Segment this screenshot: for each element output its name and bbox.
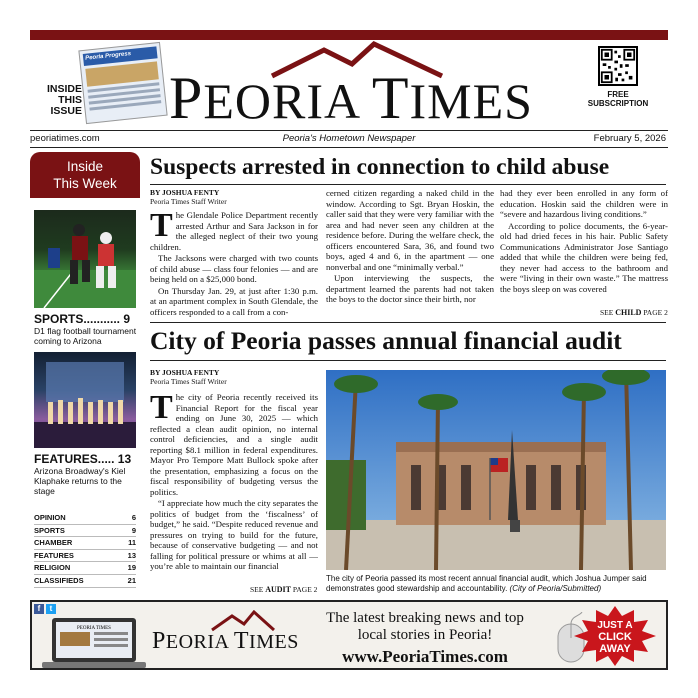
site-link[interactable]: peoriatimes.com [30, 133, 100, 144]
features-heading[interactable]: FEATURES..... 13 [34, 452, 132, 466]
facebook-icon[interactable]: f [34, 604, 44, 614]
story2-jump-link[interactable]: SEE AUDIT PAGE 2 [250, 585, 318, 594]
masthead [30, 40, 668, 131]
thumbnail-title: Peoria Progress [83, 46, 158, 66]
features-photo[interactable] [34, 352, 136, 448]
free-subscription-label[interactable]: FREE SUBSCRIPTION [587, 90, 649, 108]
photo-caption: The city of Peoria passed its most recent annual financial audit, which Joshua Jumper said demonstrates good stewardship and accountability. (City of Peoria/Submitted) [326, 574, 647, 593]
svg-text:JUST A: JUST A [597, 620, 633, 631]
football-players-image [34, 210, 136, 308]
inside-issue-thumbnail[interactable] [78, 42, 167, 124]
ad-website-link[interactable]: www.PeoriaTimes.com [342, 647, 508, 666]
city-hall-image [326, 370, 666, 570]
qr-code-icon[interactable] [598, 46, 638, 86]
newspaper-logo[interactable]: PEORIA TIMES [169, 65, 533, 131]
inside-this-issue-label: INSIDE THIS ISSUE [46, 83, 82, 117]
index-row-classifieds[interactable]: CLASSIFIEDS 21 [34, 575, 136, 588]
ad-logo: PEORIA TIMES [152, 628, 299, 654]
laptop-icon [42, 616, 146, 670]
story2-byline: BY JOSHUA FENTY Peoria Times Staff Writer [150, 368, 227, 386]
features-teaser[interactable]: Arizona Broadway's Kiel Klaphake returns to the stage [34, 466, 126, 496]
ad-headline: The latest breaking news and top local stories in Peoria! [326, 610, 524, 643]
just-a-click-away-badge[interactable] [574, 606, 656, 666]
city-hall-photo[interactable] [326, 370, 666, 570]
svg-text:CLICK: CLICK [598, 631, 632, 643]
story1-column-2: cerned citizen regarding a naked child in the window. According to Sgt. Bryan Hoskin, the caller said that they were very familiar with the area and had never seen any children at the residence before. During the welfare check, the officers encountered Sara, 36, and found two boys, aged 4 and 6, in the apartment — one nonverbal and one “minimally verbal.” Upon interviewing the suspects, the department learned the parents had not taken the boys to the doctor since their birth, nor [326, 188, 494, 304]
dateline-bar [30, 130, 668, 148]
tagline: Peoria's Hometown Newspaper [282, 133, 416, 144]
laptop-screen-title: PEORIA TIMES [77, 626, 111, 631]
section-index [34, 512, 136, 588]
story2-headline[interactable]: City of Peoria passes annual financial audit [150, 326, 622, 355]
story1-column-3: had they ever been enrolled in any form of education. Hoskin said the children were in “severe and hazardous living conditions.” According to police documents, the 6-year-old had dried feces in his hair. Public Safety Communications Administrator Jose Santiago added that while the children were being fed, they never had access to the bathroom and were “living in their own waste.” The mattress the boys sleep on was covered [500, 188, 668, 294]
story1-byline: BY JOSHUA FENTY Peoria Times Staff Writer [150, 188, 227, 206]
svg-text:AWAY: AWAY [599, 643, 631, 655]
issue-date: February 5, 2026 [593, 133, 666, 144]
twitter-icon[interactable]: t [46, 604, 56, 614]
story1-column-1: The Glendale Police Department recently arrested Arthur and Sara Jackson in for the alleged neglect of their two young children. The Jacksons were charged with two counts of child abuse — class four felonies — and are being held on a $25,000 bond. On Thursday Jan. 29, at just after 1:30 p.m. at an apartment complex in South Glendale, the officers responded to a call from a con- [150, 210, 318, 317]
ad-logo-roof-icon [208, 610, 278, 632]
stage-performers-image [34, 352, 136, 448]
index-row-features[interactable]: FEATURES 13 [34, 550, 136, 563]
index-row-chamber[interactable]: CHAMBER 11 [34, 537, 136, 550]
story1-jump-link[interactable]: SEE CHILD PAGE 2 [600, 308, 668, 317]
sports-teaser[interactable]: D1 flag football tournament coming to Arizona [34, 326, 137, 346]
index-row-opinion[interactable]: OPINION 6 [34, 512, 136, 525]
index-row-religion[interactable]: RELIGION 19 [34, 562, 136, 575]
website-advertisement[interactable] [30, 600, 668, 670]
inside-this-week-title: Inside This Week [30, 152, 140, 198]
index-row-sports[interactable]: SPORTS 9 [34, 525, 136, 538]
sports-photo[interactable] [34, 210, 136, 308]
inside-this-week-sidebar [30, 152, 140, 585]
top-color-bar [30, 30, 668, 40]
sports-heading[interactable]: SPORTS........... 9 [34, 312, 131, 326]
story2-column-1: The city of Peoria recently received its Financial Report for the fiscal year ending on June 30, 2025 — which reflected a clean audit opinion, no internal control deficiencies, and a single audit reporting $8.1 million in federal expenditures. Mayor Pro Tempore Matt Bullock spoke after the presentation, emphasizing a focus on the fiscal responsibility of budgeting versus the politics. “I appreciate how much the city separates the politics of budget from the ‘fiscalness’ of budget,” he said. “Despite reduced revenue and pressures on trying to build for the future, because of conservative budgeting — and not falling for political pressure or whims at all — you’re able to maintain our financial [150, 392, 318, 571]
social-icons [34, 604, 56, 614]
story1-headline[interactable]: Suspects arrested in connection to child abuse [150, 154, 610, 180]
